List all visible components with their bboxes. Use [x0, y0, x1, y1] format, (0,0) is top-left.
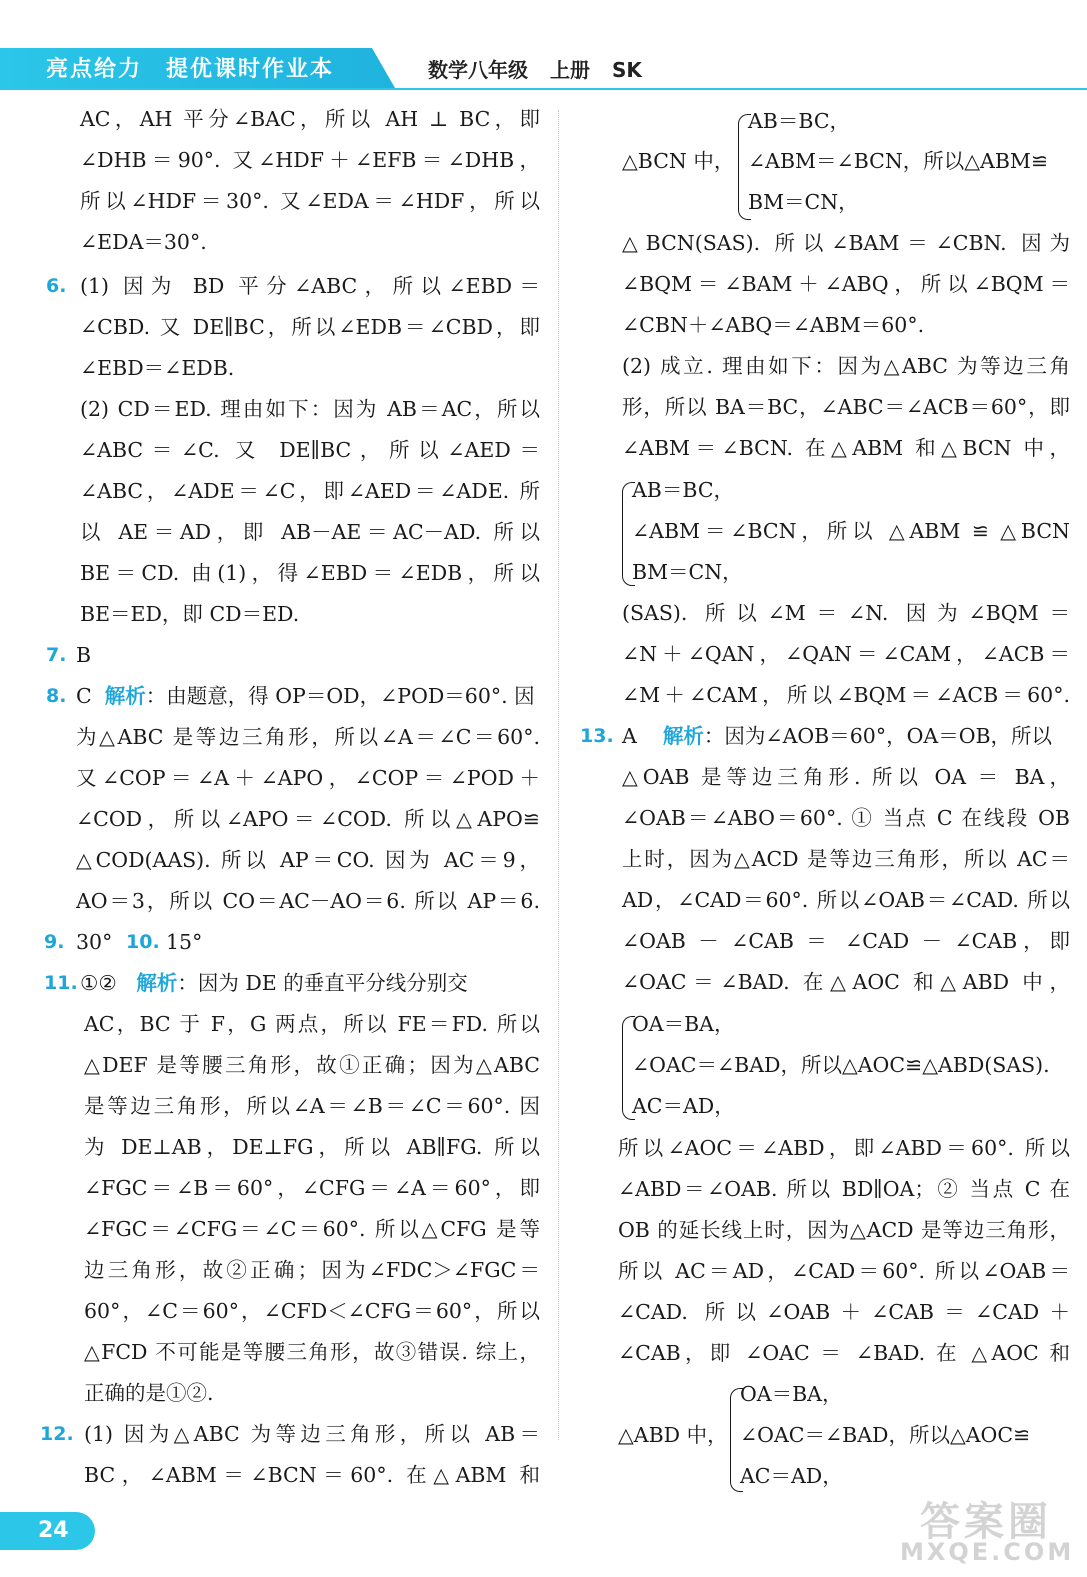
header-rule: [0, 88, 1087, 90]
text-line: △FCD 不可能是等腰三角形，故③错误. 综上，: [84, 1340, 540, 1364]
text-line: [80, 970, 540, 996]
text-line: △BCN(SAS). 所以∠BAM＝∠CBN. 因为: [622, 231, 1070, 255]
equation: AC＝AD，: [740, 1464, 843, 1488]
text-line: [622, 723, 1070, 749]
answer: A: [622, 724, 637, 748]
question-number: 10.: [126, 931, 160, 953]
text-line: ∠OAC＝∠BAD. 在△AOC 和△ABD 中，: [622, 970, 1070, 994]
equation: OA＝BA，: [740, 1382, 843, 1406]
text-line: (1) 因为△ABC 为等边三角形，所以 AB＝: [84, 1422, 540, 1446]
text-line: 又∠COP＝∠A＋∠APO，∠COP＝∠POD＋: [76, 766, 540, 790]
text-line: 所以∠AOC＝∠ABD，即∠ABD＝60°. 所以: [618, 1136, 1070, 1160]
equation: ∠ABM＝∠BCN，所以 △ABM ≌ △BCN: [632, 519, 1070, 543]
analysis-label: 解析: [104, 684, 146, 708]
question-number: 12.: [40, 1423, 74, 1445]
question-number: 13.: [580, 725, 614, 747]
question-number: 7.: [46, 644, 67, 666]
text-line: (2) 成立. 理由如下：因为△ABC 为等边三角: [622, 354, 1070, 378]
text-line: 所以∠HDF＝30°. 又∠EDA＝∠HDF，所以: [80, 189, 540, 213]
question-number: 9.: [44, 931, 65, 953]
text-line: ∠OAB＝∠ABO＝60°. ① 当点 C 在线段 OB: [622, 806, 1070, 830]
page-number: 24: [38, 1518, 69, 1543]
equation: AB＝BC，: [632, 478, 734, 502]
question-number: 11.: [44, 972, 78, 994]
text-line: BE＝CD. 由(1)，得∠EBD＝∠EDB，所以: [80, 561, 540, 585]
text-line: ∠COD，所以∠APO＝∠COD. 所以△APO≌: [76, 807, 540, 831]
text-line: (2) CD＝ED. 理由如下：因为 AB＝AC，所以: [80, 397, 540, 421]
answer: 15°: [166, 930, 203, 954]
page-header: [0, 0, 1087, 100]
text-line: BC，∠ABM＝∠BCN＝60°. 在△ABM 和: [84, 1463, 540, 1487]
subject: 数学八年级: [428, 58, 528, 82]
text-line: AD，∠CAD＝60°. 所以∠OAB＝∠CAD. 所以: [622, 888, 1070, 912]
text-line: 是等边三角形，所以∠A＝∠B＝∠C＝60°. 因: [84, 1094, 540, 1118]
text-line: ∠CAB，即 ∠OAC ＝ ∠BAD. 在 △AOC 和: [618, 1341, 1070, 1365]
page-number-tab: [0, 1512, 95, 1550]
analysis-text: ：由题意，得 OP＝OD，∠POD＝60°. 因: [145, 684, 535, 708]
text-line: AO＝3，所以 CO＝AC－AO＝6. 所以 AP＝6.: [76, 889, 540, 913]
text-line: ∠ABM＝∠BCN. 在△ABM 和△BCN 中，: [622, 436, 1070, 460]
text-line: 以 AE＝AD，即 AB－AE＝AC－AD. 所以: [80, 520, 540, 544]
text-line: 60°，∠C＝60°，∠CFD＜∠CFG＝60°，所以: [84, 1299, 540, 1323]
text-line: ∠FGC＝∠CFG＝∠C＝60°. 所以△CFG 是等: [84, 1217, 540, 1241]
edition: SK: [612, 58, 642, 82]
text-line: BE＝ED，即 CD＝ED.: [80, 602, 300, 626]
text-line: △ABD 中，: [618, 1423, 728, 1447]
column-divider: [558, 110, 559, 1440]
question-number: 8.: [46, 685, 67, 707]
equation: BM＝CN，: [748, 190, 859, 214]
watermark-logo: [900, 1490, 1080, 1570]
analysis-label: 解析: [662, 724, 704, 748]
volume: 上册: [550, 58, 590, 82]
text-line: △DEF 是等腰三角形，故①正确；因为△ABC: [84, 1053, 540, 1077]
text-line: ∠FGC＝∠B＝60°，∠CFG＝∠A＝60°，即: [84, 1176, 540, 1200]
text-line: 边三角形，故②正确；因为∠FDC＞∠FGC＝: [84, 1258, 540, 1282]
analysis-label: 解析: [136, 971, 178, 995]
equation: ∠OAC＝∠BAD，所以△AOC≌: [740, 1423, 1031, 1447]
text-line: ∠BQM＝∠BAM＋∠ABQ，所以∠BQM＝: [622, 272, 1070, 296]
text-line: ∠CBN＋∠ABQ＝∠ABM＝60°.: [622, 313, 925, 337]
series-subtitle: 提优课时作业本: [166, 57, 335, 82]
text-line: 正确的是①②.: [84, 1381, 214, 1405]
equation: ∠OAC＝∠BAD，所以△AOC≌△ABD(SAS).: [632, 1053, 1050, 1077]
text-line: ∠CAD. 所以∠OAB＋∠CAB＝∠CAD＋: [618, 1300, 1070, 1324]
equation: BM＝CN，: [632, 560, 743, 584]
text-line: ∠ABD＝∠OAB. 所以 BD∥OA；② 当点 C 在: [618, 1177, 1070, 1201]
equation: AC＝AD，: [632, 1094, 735, 1118]
equation: OA＝BA，: [632, 1012, 735, 1036]
question-number: 6.: [46, 275, 67, 297]
text-line: AC，AH 平分∠BAC，所以 AH ⊥ BC，即: [80, 107, 540, 131]
text-line: ∠ABC＝∠C. 又 DE∥BC，所以∠AED＝: [80, 438, 540, 462]
banner-text: [46, 52, 334, 83]
answer: B: [76, 643, 92, 667]
text-line: (1) 因为 BD 平分∠ABC，所以∠EBD＝: [80, 274, 540, 298]
text-line: △BCN 中，: [622, 149, 735, 173]
text-line: 所以 AC＝AD，∠CAD＝60°. 所以∠OAB＝: [618, 1259, 1070, 1283]
text-line: (SAS). 所以∠M＝∠N. 因为∠BQM＝: [622, 601, 1070, 625]
watermark-url: MXQE.COM: [900, 1538, 1075, 1566]
text-line: 形，所以 BA＝BC，∠ABC＝∠ACB＝60°，即: [622, 395, 1070, 419]
answer: C: [76, 684, 92, 708]
series-title: 亮点给力: [46, 57, 143, 82]
text-line: ∠M＋∠CAM，所以∠BQM＝∠ACB＝60°.: [622, 683, 1070, 707]
text-line: AC，BC 于 F，G 两点，所以 FE＝FD. 所以: [84, 1012, 540, 1036]
text-line: 为 DE⊥AB，DE⊥FG，所以 AB∥FG. 所以: [84, 1135, 540, 1159]
analysis-text: ：因为∠AOB＝60°，OA＝OB，所以: [703, 724, 1053, 748]
watermark-text: 答案圈: [920, 1499, 1052, 1545]
text-line: △COD(AAS). 所以 AP＝CO. 因为 AC＝9，: [76, 848, 540, 872]
text-line: ∠EDA＝30°.: [80, 230, 207, 254]
text-line: ∠EBD＝∠EDB.: [80, 356, 235, 380]
analysis-text: ：因为 DE 的垂直平分线分别交: [177, 971, 468, 995]
text-line: OB 的延长线上时，因为△ACD 是等边三角形，: [618, 1218, 1070, 1242]
answer: ①②: [80, 971, 117, 995]
equation: ∠ABM＝∠BCN，所以△ABM≌: [748, 149, 1049, 173]
text-line: ∠OAB － ∠CAB ＝ ∠CAD － ∠CAB，即: [622, 929, 1070, 953]
text-line: 上时，因为△ACD 是等边三角形，所以 AC＝: [622, 847, 1070, 871]
text-line: ∠ABC，∠ADE＝∠C，即∠AED＝∠ADE. 所: [80, 479, 540, 503]
text-line: △OAB 是等边三角形. 所以 OA ＝ BA，: [622, 765, 1070, 789]
equation: AB＝BC，: [748, 109, 850, 133]
text-line: 为△ABC 是等边三角形，所以∠A＝∠C＝60°.: [76, 725, 540, 749]
book-info: [428, 54, 664, 83]
text-line: ∠DHB＝90°. 又∠HDF＋∠EFB＝∠DHB，: [80, 148, 540, 172]
text-line: ∠N＋∠QAN，∠QAN＝∠CAM，∠ACB＝: [622, 642, 1070, 666]
text-line: ∠CBD. 又 DE∥BC，所以∠EDB＝∠CBD，即: [80, 315, 540, 339]
answer: 30°: [76, 930, 113, 954]
text-line: [76, 683, 540, 709]
